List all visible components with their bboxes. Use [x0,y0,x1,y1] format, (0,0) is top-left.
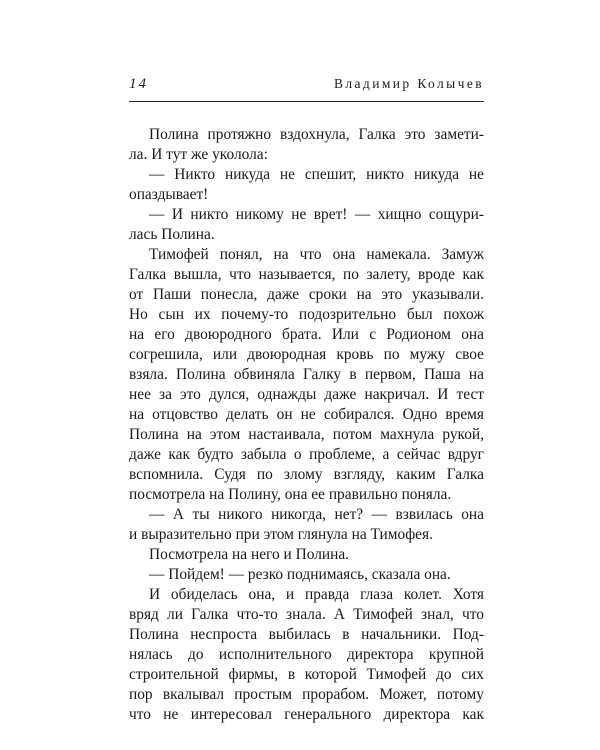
text-line: И обиделась она, и правда глаза колет. Хотя [149,586,484,603]
text-line: пор вкалывал простым прорабом. Может, потому [129,686,484,703]
text-line: нялась до исполнительного директора крупной [129,646,484,663]
running-head [129,76,484,98]
text-line: вряд ли Галка что-то знала. А Тимофей знал, что [129,606,484,623]
header-rule [129,101,484,102]
text-line: — А ты никого никогда, нет? — взвилась она [149,506,484,523]
text-line: Галка вышла, что называется, по залету, вроде как [129,266,484,283]
text-line: что не интересовал генерального директора как [129,706,484,723]
text-line: даже как будто забыла о проблеме, а сейчас вдруг [129,446,484,463]
text-line: Но сын их почему-то подозрительно был похож [129,306,484,323]
text-line: Полина на этом настаивала, потом махнула рукой, [129,426,484,443]
text-line: опаздывает! [129,186,209,203]
body-text [129,125,484,725]
text-line: — Никто никуда не спешит, никто никуда не [149,166,484,183]
text-line: — Пойдем! — резко поднимаясь, сказала она. [149,566,451,583]
text-line: лась Полина. [129,226,215,243]
text-line: Полина протяжно вздохнула, Галка это замети- [149,126,484,143]
text-line: на отцовство делать он не собирался. Одно время [129,406,484,423]
text-line: от Паши понесла, даже сроки на это указывали. [129,286,484,303]
text-line: на его двоюродного брата. Или с Родионом она [129,326,484,343]
page-number: 14 [129,76,148,92]
author-name: Владимир Колычев [334,76,484,91]
text-line: Полина неспроста выбилась в начальники. Под- [129,626,484,643]
text-line: Посмотрела на него и Полина. [149,546,350,563]
text-line: вспомнила. Судя по злому взгляду, каким Галка [129,466,484,483]
text-line: ла. И тут же уколола: [129,146,268,163]
text-line: — И никто никому не врет! — хищно сощури- [149,206,484,223]
text-line: нее за это дулся, однажды даже накричал. И тест [129,386,484,403]
text-line: строительной фирмы, в которой Тимофей до сих [129,666,484,683]
text-line: Тимофей понял, на что она намекала. Замуж [149,246,484,263]
text-line: и выразительно при этом глянула на Тимофея. [129,526,433,543]
text-line: согрешила, или двоюродная кровь по мужу свое [129,346,484,363]
text-line: посмотрела на Полину, она ее правильно поняла. [129,486,452,503]
text-line: взяла. Полина обвиняла Галку в первом, Паша на [129,366,484,383]
